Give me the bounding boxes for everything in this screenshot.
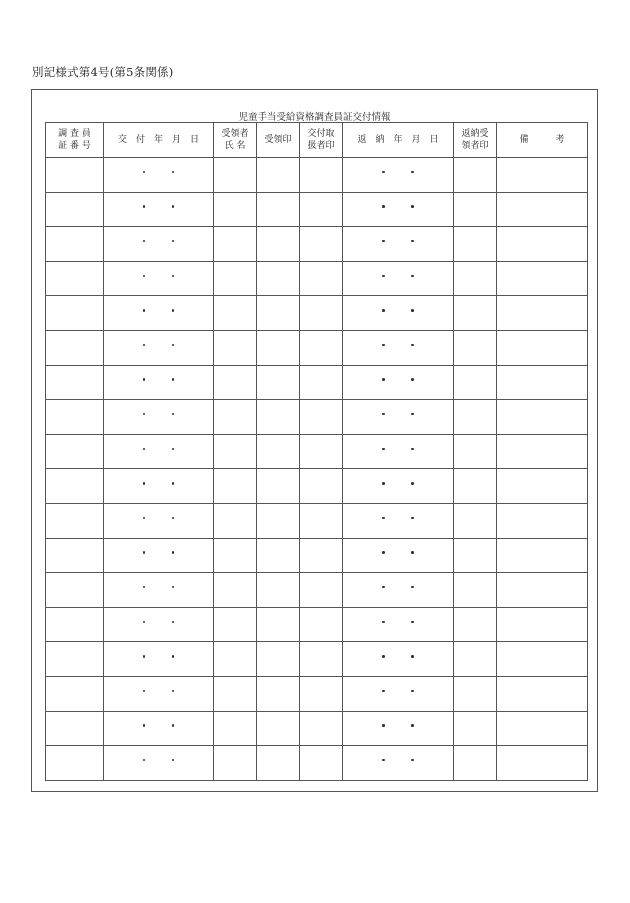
id-number-cell[interactable] xyxy=(46,746,104,781)
id-number-cell[interactable] xyxy=(46,503,104,538)
table-row xyxy=(46,469,588,504)
col-header-return-date: 返 納 年 月 日 xyxy=(343,123,454,158)
id-number-cell[interactable] xyxy=(46,261,104,296)
return-date-cell[interactable] xyxy=(343,261,454,296)
recipient-name-cell[interactable] xyxy=(214,538,257,573)
remarks-cell[interactable] xyxy=(497,158,588,193)
remarks-cell[interactable] xyxy=(497,676,588,711)
sheet-title: 児童手当受給資格調査員証交付情報 xyxy=(238,112,391,123)
recipient-seal-cell[interactable] xyxy=(257,503,300,538)
issuer-seal-cell[interactable] xyxy=(300,400,343,435)
date-separator-dot xyxy=(172,378,175,381)
date-separator-dots xyxy=(136,688,182,696)
remarks-cell[interactable] xyxy=(497,296,588,331)
return-date-cell[interactable] xyxy=(343,330,454,365)
issue-date-cell[interactable] xyxy=(104,642,214,677)
date-separator-dots xyxy=(136,722,182,730)
table-row xyxy=(46,711,588,746)
col-header-return-recipient-seal: 返納受 領者印 xyxy=(454,123,497,158)
date-separator-dots xyxy=(375,446,421,454)
recipient-seal-cell[interactable] xyxy=(257,469,300,504)
return-date-cell[interactable] xyxy=(343,573,454,608)
id-number-cell[interactable] xyxy=(46,538,104,573)
date-separator-dot xyxy=(172,655,175,658)
date-separator-dots xyxy=(136,653,182,661)
form-caption: 別記様式第4号(第5条関係) xyxy=(32,65,174,79)
issuer-seal-cell[interactable] xyxy=(300,330,343,365)
return-date-cell[interactable] xyxy=(343,365,454,400)
date-separator-dot xyxy=(382,482,385,485)
date-separator-dot xyxy=(382,240,385,243)
date-separator-dot xyxy=(143,171,146,174)
date-separator-dots xyxy=(136,307,182,315)
recipient-seal-cell[interactable] xyxy=(257,365,300,400)
date-separator-dot xyxy=(382,171,385,174)
remarks-cell[interactable] xyxy=(497,192,588,227)
date-separator-dot xyxy=(143,275,146,278)
header-row xyxy=(46,123,588,158)
date-separator-dot xyxy=(382,724,385,727)
date-separator-dot xyxy=(411,586,414,589)
id-number-cell[interactable] xyxy=(46,607,104,642)
date-separator-dot xyxy=(382,690,385,693)
col-header-remarks: 備 考 xyxy=(497,123,588,158)
issuer-seal-cell[interactable] xyxy=(300,158,343,193)
recipient-seal-cell[interactable] xyxy=(257,227,300,262)
col-header-issue-date: 交 付 年 月 日 xyxy=(104,123,214,158)
issue-date-cell[interactable] xyxy=(104,711,214,746)
recipient-seal-cell[interactable] xyxy=(257,296,300,331)
date-separator-dot xyxy=(143,621,146,624)
date-separator-dot xyxy=(172,205,175,208)
table-row xyxy=(46,642,588,677)
col-header-recipient-name: 受領者 氏 名 xyxy=(214,123,257,158)
date-separator-dot xyxy=(411,759,414,762)
table-row xyxy=(46,296,588,331)
date-separator-dot xyxy=(172,482,175,485)
return-date-cell[interactable] xyxy=(343,676,454,711)
date-separator-dot xyxy=(411,690,414,693)
date-separator-dot xyxy=(143,690,146,693)
return-recipient-seal-cell[interactable] xyxy=(454,296,497,331)
date-separator-dot xyxy=(172,517,175,520)
date-separator-dots xyxy=(136,376,182,384)
date-separator-dot xyxy=(411,309,414,312)
issue-date-cell[interactable] xyxy=(104,469,214,504)
table-row xyxy=(46,434,588,469)
issue-date-cell[interactable] xyxy=(104,400,214,435)
return-recipient-seal-cell[interactable] xyxy=(454,192,497,227)
issue-date-cell[interactable] xyxy=(104,607,214,642)
recipient-seal-cell[interactable] xyxy=(257,261,300,296)
date-separator-dot xyxy=(411,551,414,554)
date-separator-dots xyxy=(136,619,182,627)
date-separator-dots xyxy=(375,584,421,592)
recipient-name-cell[interactable] xyxy=(214,158,257,193)
id-number-cell[interactable] xyxy=(46,192,104,227)
date-separator-dot xyxy=(143,344,146,347)
remarks-cell[interactable] xyxy=(497,711,588,746)
date-separator-dot xyxy=(143,205,146,208)
date-separator-dot xyxy=(382,517,385,520)
recipient-name-cell[interactable] xyxy=(214,711,257,746)
date-separator-dots xyxy=(375,342,421,350)
return-date-cell[interactable] xyxy=(343,227,454,262)
date-separator-dot xyxy=(172,724,175,727)
issuer-seal-cell[interactable] xyxy=(300,538,343,573)
recipient-name-cell[interactable] xyxy=(214,469,257,504)
date-separator-dot xyxy=(382,448,385,451)
date-separator-dot xyxy=(172,621,175,624)
date-separator-dot xyxy=(172,448,175,451)
date-separator-dot xyxy=(172,586,175,589)
return-recipient-seal-cell[interactable] xyxy=(454,469,497,504)
return-recipient-seal-cell[interactable] xyxy=(454,538,497,573)
date-separator-dot xyxy=(411,482,414,485)
date-separator-dot xyxy=(172,551,175,554)
id-number-cell[interactable] xyxy=(46,296,104,331)
recipient-name-cell[interactable] xyxy=(214,400,257,435)
recipient-name-cell[interactable] xyxy=(214,642,257,677)
id-number-cell[interactable] xyxy=(46,400,104,435)
return-date-cell[interactable] xyxy=(343,538,454,573)
remarks-cell[interactable] xyxy=(497,469,588,504)
recipient-name-cell[interactable] xyxy=(214,365,257,400)
remarks-cell[interactable] xyxy=(497,330,588,365)
date-separator-dots xyxy=(375,480,421,488)
return-recipient-seal-cell[interactable] xyxy=(454,365,497,400)
issue-date-cell[interactable] xyxy=(104,746,214,781)
recipient-seal-cell[interactable] xyxy=(257,642,300,677)
date-separator-dot xyxy=(382,344,385,347)
date-separator-dot xyxy=(143,551,146,554)
date-separator-dot xyxy=(411,171,414,174)
date-separator-dot xyxy=(382,275,385,278)
return-date-cell[interactable] xyxy=(343,503,454,538)
return-date-cell[interactable] xyxy=(343,642,454,677)
issuer-seal-cell[interactable] xyxy=(300,503,343,538)
date-separator-dot xyxy=(143,309,146,312)
remarks-cell[interactable] xyxy=(497,365,588,400)
issue-date-cell[interactable] xyxy=(104,503,214,538)
recipient-seal-cell[interactable] xyxy=(257,676,300,711)
return-recipient-seal-cell[interactable] xyxy=(454,676,497,711)
date-separator-dots xyxy=(136,411,182,419)
date-separator-dots xyxy=(375,411,421,419)
date-separator-dot xyxy=(143,759,146,762)
date-separator-dots xyxy=(375,307,421,315)
recipient-name-cell[interactable] xyxy=(214,573,257,608)
recipient-seal-cell[interactable] xyxy=(257,330,300,365)
remarks-cell[interactable] xyxy=(497,746,588,781)
id-number-cell[interactable] xyxy=(46,642,104,677)
date-separator-dots xyxy=(136,342,182,350)
issuer-seal-cell[interactable] xyxy=(300,469,343,504)
return-date-cell[interactable] xyxy=(343,296,454,331)
date-separator-dot xyxy=(411,344,414,347)
form-frame xyxy=(31,89,598,792)
return-recipient-seal-cell[interactable] xyxy=(454,711,497,746)
date-separator-dots xyxy=(136,273,182,281)
date-separator-dots xyxy=(375,688,421,696)
date-separator-dot xyxy=(172,275,175,278)
date-separator-dots xyxy=(375,757,421,765)
date-separator-dots xyxy=(136,446,182,454)
id-number-cell[interactable] xyxy=(46,469,104,504)
remarks-cell[interactable] xyxy=(497,538,588,573)
date-separator-dot xyxy=(172,240,175,243)
recipient-seal-cell[interactable] xyxy=(257,192,300,227)
date-separator-dot xyxy=(382,586,385,589)
issue-date-cell[interactable] xyxy=(104,227,214,262)
date-separator-dot xyxy=(382,309,385,312)
date-separator-dot xyxy=(382,378,385,381)
remarks-cell[interactable] xyxy=(497,434,588,469)
id-number-cell[interactable] xyxy=(46,227,104,262)
return-recipient-seal-cell[interactable] xyxy=(454,261,497,296)
remarks-cell[interactable] xyxy=(497,642,588,677)
date-separator-dot xyxy=(411,724,414,727)
date-separator-dot xyxy=(172,413,175,416)
issuer-seal-cell[interactable] xyxy=(300,573,343,608)
table-row xyxy=(46,607,588,642)
date-separator-dots xyxy=(136,515,182,523)
recipient-name-cell[interactable] xyxy=(214,607,257,642)
return-recipient-seal-cell[interactable] xyxy=(454,607,497,642)
return-date-cell[interactable] xyxy=(343,434,454,469)
date-separator-dot xyxy=(411,517,414,520)
date-separator-dot xyxy=(411,448,414,451)
return-recipient-seal-cell[interactable] xyxy=(454,400,497,435)
id-number-cell[interactable] xyxy=(46,711,104,746)
date-separator-dot xyxy=(172,309,175,312)
date-separator-dots xyxy=(375,203,421,211)
return-recipient-seal-cell[interactable] xyxy=(454,746,497,781)
recipient-seal-cell[interactable] xyxy=(257,607,300,642)
table-row xyxy=(46,676,588,711)
return-date-cell[interactable] xyxy=(343,469,454,504)
issuer-seal-cell[interactable] xyxy=(300,711,343,746)
date-separator-dots xyxy=(375,722,421,730)
date-separator-dot xyxy=(143,586,146,589)
id-number-cell[interactable] xyxy=(46,365,104,400)
col-header-id-number: 調 査 員 証 番 号 xyxy=(46,123,104,158)
issuer-seal-cell[interactable] xyxy=(300,261,343,296)
table-row xyxy=(46,400,588,435)
recipient-name-cell[interactable] xyxy=(214,503,257,538)
col-header-recipient-seal: 受領印 xyxy=(257,123,300,158)
date-separator-dot xyxy=(172,344,175,347)
date-separator-dots xyxy=(136,203,182,211)
date-separator-dot xyxy=(411,621,414,624)
issuer-seal-cell[interactable] xyxy=(300,434,343,469)
date-separator-dots xyxy=(136,169,182,177)
return-date-cell[interactable] xyxy=(343,746,454,781)
date-separator-dot xyxy=(382,655,385,658)
recipient-seal-cell[interactable] xyxy=(257,711,300,746)
id-number-cell[interactable] xyxy=(46,573,104,608)
recipient-name-cell[interactable] xyxy=(214,227,257,262)
date-separator-dots xyxy=(136,549,182,557)
date-separator-dot xyxy=(411,205,414,208)
date-separator-dot xyxy=(172,171,175,174)
date-separator-dot xyxy=(143,517,146,520)
table-row xyxy=(46,330,588,365)
table-row xyxy=(46,573,588,608)
table-row xyxy=(46,746,588,781)
return-date-cell[interactable] xyxy=(343,192,454,227)
remarks-cell[interactable] xyxy=(497,503,588,538)
recipient-seal-cell[interactable] xyxy=(257,434,300,469)
date-separator-dot xyxy=(143,448,146,451)
recipient-name-cell[interactable] xyxy=(214,434,257,469)
date-separator-dots xyxy=(375,376,421,384)
date-separator-dot xyxy=(382,205,385,208)
issue-date-cell[interactable] xyxy=(104,365,214,400)
date-separator-dots xyxy=(375,169,421,177)
date-separator-dot xyxy=(382,759,385,762)
return-recipient-seal-cell[interactable] xyxy=(454,227,497,262)
recipient-name-cell[interactable] xyxy=(214,192,257,227)
return-recipient-seal-cell[interactable] xyxy=(454,434,497,469)
return-recipient-seal-cell[interactable] xyxy=(454,503,497,538)
remarks-cell[interactable] xyxy=(497,261,588,296)
date-separator-dot xyxy=(143,724,146,727)
remarks-cell[interactable] xyxy=(497,227,588,262)
table-row xyxy=(46,538,588,573)
issue-date-cell[interactable] xyxy=(104,538,214,573)
recipient-name-cell[interactable] xyxy=(214,746,257,781)
table-row xyxy=(46,503,588,538)
issuer-seal-cell[interactable] xyxy=(300,365,343,400)
issue-date-cell[interactable] xyxy=(104,676,214,711)
issue-date-cell[interactable] xyxy=(104,158,214,193)
recipient-name-cell[interactable] xyxy=(214,296,257,331)
date-separator-dot xyxy=(143,378,146,381)
issuer-seal-cell[interactable] xyxy=(300,642,343,677)
issue-date-cell[interactable] xyxy=(104,296,214,331)
date-separator-dot xyxy=(411,275,414,278)
return-recipient-seal-cell[interactable] xyxy=(454,158,497,193)
id-number-cell[interactable] xyxy=(46,676,104,711)
date-separator-dot xyxy=(143,413,146,416)
recipient-seal-cell[interactable] xyxy=(257,158,300,193)
table-row xyxy=(46,261,588,296)
table-row xyxy=(46,365,588,400)
recipient-name-cell[interactable] xyxy=(214,261,257,296)
recipient-name-cell[interactable] xyxy=(214,330,257,365)
date-separator-dots xyxy=(136,480,182,488)
recipient-name-cell[interactable] xyxy=(214,676,257,711)
issuer-seal-cell[interactable] xyxy=(300,746,343,781)
date-separator-dot xyxy=(411,655,414,658)
date-separator-dot xyxy=(411,240,414,243)
issue-date-cell[interactable] xyxy=(104,330,214,365)
issuer-seal-cell[interactable] xyxy=(300,676,343,711)
return-date-cell[interactable] xyxy=(343,400,454,435)
register-table xyxy=(45,122,588,781)
issuer-seal-cell[interactable] xyxy=(300,192,343,227)
recipient-seal-cell[interactable] xyxy=(257,573,300,608)
date-separator-dots xyxy=(375,653,421,661)
return-recipient-seal-cell[interactable] xyxy=(454,642,497,677)
date-separator-dot xyxy=(143,240,146,243)
issue-date-cell[interactable] xyxy=(104,192,214,227)
id-number-cell[interactable] xyxy=(46,434,104,469)
return-date-cell[interactable] xyxy=(343,158,454,193)
recipient-seal-cell[interactable] xyxy=(257,400,300,435)
return-date-cell[interactable] xyxy=(343,607,454,642)
return-recipient-seal-cell[interactable] xyxy=(454,330,497,365)
return-date-cell[interactable] xyxy=(343,711,454,746)
date-separator-dots xyxy=(136,238,182,246)
recipient-seal-cell[interactable] xyxy=(257,746,300,781)
date-separator-dot xyxy=(382,551,385,554)
remarks-cell[interactable] xyxy=(497,400,588,435)
issuer-seal-cell[interactable] xyxy=(300,607,343,642)
issue-date-cell[interactable] xyxy=(104,573,214,608)
date-separator-dot xyxy=(382,621,385,624)
date-separator-dot xyxy=(172,759,175,762)
remarks-cell[interactable] xyxy=(497,573,588,608)
issue-date-cell[interactable] xyxy=(104,261,214,296)
date-separator-dots xyxy=(136,757,182,765)
table-row xyxy=(46,227,588,262)
date-separator-dot xyxy=(143,482,146,485)
table-row xyxy=(46,158,588,193)
col-header-issuer-seal: 交付取 扱者印 xyxy=(300,123,343,158)
table-row xyxy=(46,192,588,227)
date-separator-dot xyxy=(172,690,175,693)
date-separator-dots xyxy=(136,584,182,592)
issuer-seal-cell[interactable] xyxy=(300,227,343,262)
issuer-seal-cell[interactable] xyxy=(300,296,343,331)
remarks-cell[interactable] xyxy=(497,607,588,642)
date-separator-dots xyxy=(375,619,421,627)
date-separator-dots xyxy=(375,549,421,557)
date-separator-dot xyxy=(143,655,146,658)
date-separator-dots xyxy=(375,238,421,246)
id-number-cell[interactable] xyxy=(46,158,104,193)
date-separator-dots xyxy=(375,273,421,281)
date-separator-dot xyxy=(411,413,414,416)
return-recipient-seal-cell[interactable] xyxy=(454,573,497,608)
date-separator-dot xyxy=(411,378,414,381)
register-body xyxy=(46,158,588,781)
issue-date-cell[interactable] xyxy=(104,434,214,469)
id-number-cell[interactable] xyxy=(46,330,104,365)
date-separator-dot xyxy=(382,413,385,416)
date-separator-dots xyxy=(375,515,421,523)
recipient-seal-cell[interactable] xyxy=(257,538,300,573)
